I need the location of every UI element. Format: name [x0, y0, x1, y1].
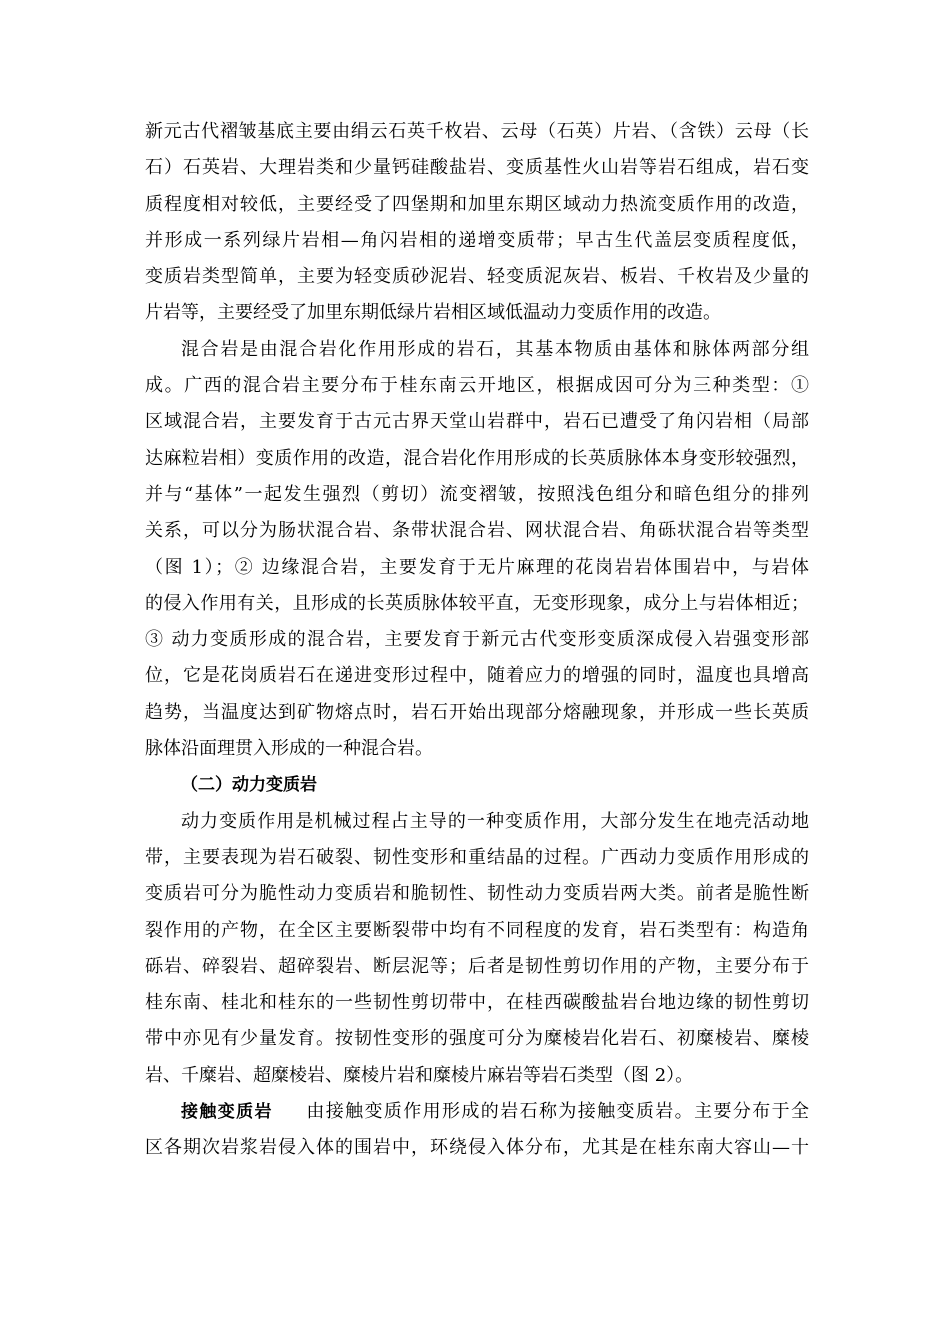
- text-line: 成。广西的混合岩主要分布于桂东南云开地区，根据成因可分为三种类型：①: [145, 375, 809, 397]
- paragraph-migmatite: [145, 332, 809, 768]
- text-line: 桂东南、桂北和桂东的一些韧性剪切带中，在桂西碳酸盐岩台地边缘的韧性剪切: [145, 992, 809, 1014]
- paragraph-contact-metamorphic: [145, 1094, 809, 1167]
- text-line: 带，主要表现为岩石破裂、韧性变形和重结晶的过程。广西动力变质作用形成的: [145, 846, 809, 868]
- text-line: [145, 1094, 809, 1130]
- text-line: 岩、千糜岩、超糜棱岩、糜棱片岩和糜棱片麻岩等岩石类型（图 2）。: [145, 1064, 694, 1086]
- paragraph-lead-term: 接触变质岩: [181, 1102, 273, 1123]
- text-line: 并与“基体”一起发生强烈（剪切）流变褶皱，按照浅色组分和暗色组分的排列: [145, 483, 809, 505]
- document-page: [145, 114, 809, 1167]
- text-line: 裂作用的产物，在全区主要断裂带中均有不同程度的发育，岩石类型有：构造角: [145, 919, 809, 941]
- text-line: 新元古代褶皱基底主要由绢云石英千枚岩、云母（石英）片岩、（含铁）云母（长: [145, 121, 809, 142]
- text-line: 达麻粒岩相）变质作用的改造，混合岩化作用形成的长英质脉体本身变形较强烈，: [145, 447, 809, 469]
- text-line: 变质岩可分为脆性动力变质岩和脆韧性、韧性动力变质岩两大类。前者是脆性断: [145, 883, 809, 905]
- text-line: 关系，可以分为肠状混合岩、条带状混合岩、网状混合岩、角砾状混合岩等类型: [145, 520, 809, 542]
- text-line: 混合岩是由混合岩化作用形成的岩石，其基本物质由基体和脉体两部分组: [181, 338, 809, 360]
- text-line: 砾岩、碎裂岩、超碎裂岩、断层泥等；后者是韧性剪切作用的产物，主要分布于: [145, 955, 809, 977]
- text-line: 石）石英岩、大理岩类和少量钙硅酸盐岩、变质基性火山岩等岩石组成，岩石变: [145, 157, 809, 179]
- paragraph-dynamic-metamorphic: [145, 804, 809, 1094]
- text-line: 位，它是花岗质岩石在递进变形过程中，随着应力的增强的同时，温度也具增高: [145, 665, 809, 687]
- text-line: 带中亦见有少量发育。按韧性变形的强度可分为糜棱岩化岩石、初糜棱岩、糜棱: [145, 1028, 809, 1050]
- text-line: 区域混合岩，主要发育于古元古界天堂山岩群中，岩石已遭受了角闪岩相（局部: [145, 411, 809, 433]
- text-line: 动力变质作用是机械过程占主导的一种变质作用，大部分发生在地壳活动地: [181, 810, 809, 832]
- text-line: 的侵入作用有关，且形成的长英质脉体较平直，无变形现象，成分上与岩体相近；: [145, 592, 809, 614]
- text-line: 区各期次岩浆岩侵入体的围岩中，环绕侵入体分布，尤其是在桂东南大容山—十: [145, 1137, 809, 1159]
- section-heading: （二）动力变质岩: [181, 775, 317, 796]
- text-line: 质程度相对较低，主要经受了四堡期和加里东期区域动力热流变质作用的改造，: [145, 193, 809, 215]
- paragraph-metamorphic-basement: [145, 114, 809, 332]
- text-line: （图 1）；② 边缘混合岩，主要发育于无片麻理的花岗岩岩体围岩中，与岩体: [145, 556, 809, 578]
- text-line-rest: 由接触变质作用形成的岩石称为接触变质岩。主要分布于全: [304, 1101, 809, 1123]
- text-line: 脉体沿面理贯入形成的一种混合岩。: [145, 738, 433, 760]
- text-line: 片岩等，主要经受了加里东期低绿片岩相区域低温动力变质作用的改造。: [145, 302, 721, 324]
- text-line: 变质岩类型简单，主要为轻变质砂泥岩、轻变质泥灰岩、板岩、千枚岩及少量的: [145, 266, 809, 288]
- text-line: ③ 动力变质形成的混合岩，主要发育于新元古代变形变质深成侵入岩强变形部: [145, 629, 809, 651]
- text-line: 并形成一系列绿片岩相—角闪岩相的递增变质带；早古生代盖层变质程度低，: [145, 229, 809, 251]
- text-line: 趋势，当温度达到矿物熔点时，岩石开始出现部分熔融现象，并形成一些长英质: [145, 701, 809, 723]
